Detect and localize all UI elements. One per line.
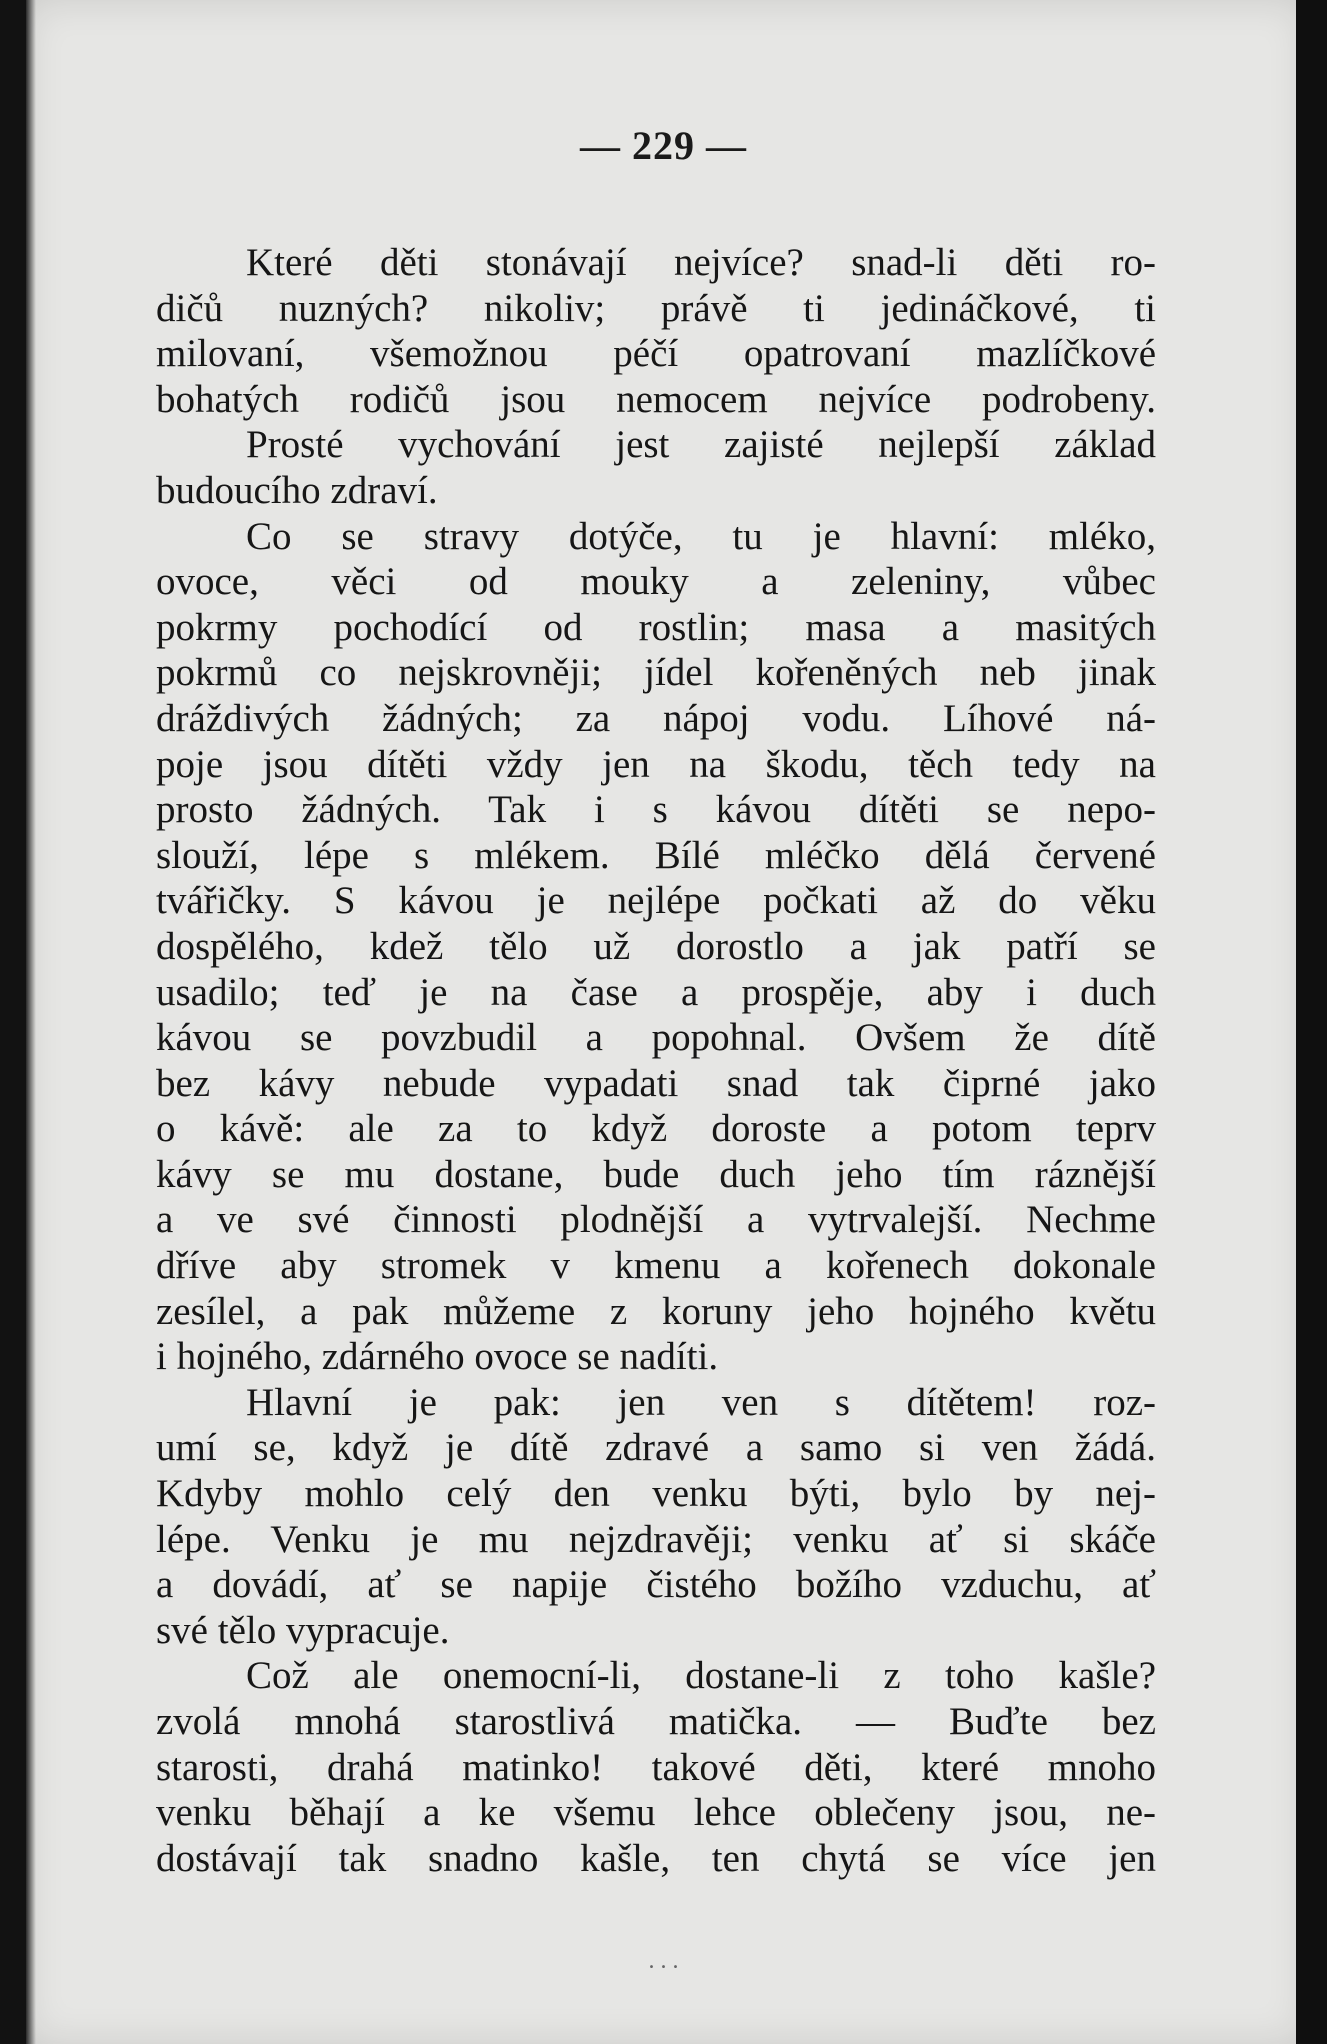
text-line: bez kávy nebude vypadati snad tak čiprné jako	[156, 1061, 1156, 1105]
text-line: zvolá mnohá starostlivá matička. — Buďte bez	[156, 1700, 1156, 1743]
text-line: Prosté vychování jest zajisté nejlepší základ	[246, 423, 1156, 467]
text-line: starosti, drahá matinko! takové děti, které mnoho	[156, 1745, 1156, 1789]
text-line: pokrmy pochodící od rostlin; masa a masitých	[156, 605, 1156, 649]
text-line: bohatých rodičů jsou nemocem nejvíce podrobeny.	[156, 377, 1156, 421]
text-line: usadilo; teď je na čase a prospěje, aby i duch	[156, 970, 1156, 1014]
text-line: dospělého, kdež tělo už dorostlo a jak patří se	[156, 924, 1156, 968]
text-line: umí se, když je dítě zdravé a samo si ven žádá.	[156, 1426, 1156, 1470]
page-left-shadow	[26, 0, 36, 2044]
text-line: Co se stravy dotýče, tu je hlavní: mléko,	[246, 514, 1156, 558]
text-line: o kávě: ale za to když doroste a potom teprv	[156, 1107, 1156, 1151]
text-line: a ve své činnosti plodnější a vytrvalejší. Nechme	[156, 1198, 1156, 1242]
text-line: Hlavní je pak: jen ven s dítětem! roz-	[246, 1380, 1156, 1424]
text-line: lépe. Venku je mu nejzdravěji; venku ať si skáče	[156, 1517, 1156, 1561]
page-number: — 229 —	[580, 123, 747, 168]
text-line: dičů nuzných? nikoliv; právě ti jedináčkové, ti	[156, 286, 1156, 330]
text-line: tvářičky. S kávou je nejlépe počkati až do věku	[156, 879, 1156, 923]
text-line: kávou se povzbudil a popohnal. Ovšem že dítě	[156, 1016, 1156, 1060]
text-line: milovaní, všemožnou péčí opatrovaní mazlíčkové	[156, 332, 1156, 376]
text-line: venku běhají a ke všemu lehce oblečeny jsou, ne-	[156, 1791, 1156, 1835]
text-line: i hojného, zdárného ovoce se nadíti.	[156, 1335, 719, 1379]
text-line: své tělo vypracuje.	[156, 1608, 450, 1652]
text-line: slouží, lépe s mlékem. Bílé mléčko dělá červené	[156, 833, 1156, 877]
text-line: prosto žádných. Tak i s kávou dítěti se nepo-	[156, 788, 1156, 832]
text-line: ovoce, věci od mouky a zeleniny, vůbec	[156, 560, 1156, 604]
text-line: budoucího zdraví.	[156, 468, 438, 512]
text-line: dříve aby stromek v kmenu a kořenech dokonale	[156, 1244, 1156, 1288]
text-line: zesílel, a pak můžeme z koruny jeho hojného květu	[156, 1289, 1156, 1333]
page-right-border	[1296, 0, 1327, 2044]
text-line: a dovádí, ať se napije čistého božího vzduchu, ať	[156, 1563, 1156, 1607]
text-line: Což ale onemocní-li, dostane-li z toho kašle?	[246, 1654, 1156, 1698]
text-line: Kdyby mohlo celý den venku býti, bylo by nej-	[156, 1472, 1156, 1516]
text-line: Které děti stonávají nejvíce? snad-li děti ro-	[246, 241, 1156, 284]
text-line: dráždivých žádných; za nápoj vodu. Líhové ná-	[156, 696, 1156, 740]
text-line: poje jsou dítěti vždy jen na škodu, těch tedy na	[156, 742, 1156, 786]
text-line: pokrmů co nejskrovněji; jídel kořeněných neb jinak	[156, 651, 1156, 695]
text-line: dostávají tak snadno kašle, ten chytá se více jen	[156, 1836, 1156, 1880]
body-text	[156, 240, 1156, 1881]
text-line: kávy se mu dostane, bude duch jeho tím ráznější	[156, 1152, 1156, 1196]
footer-mark: . . .	[648, 1948, 679, 1974]
